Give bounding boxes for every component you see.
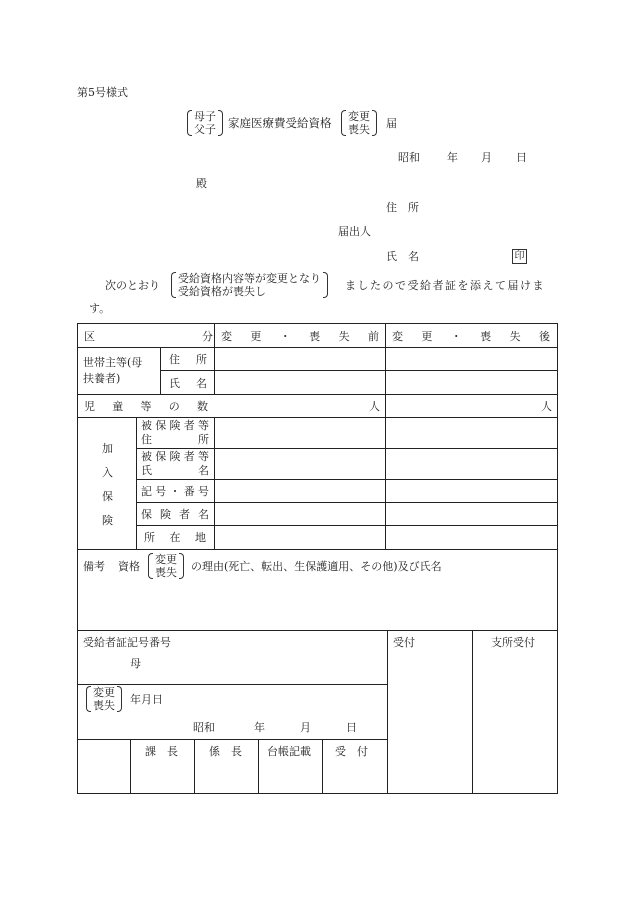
remarks-reason: の理由(死亡、転出、生保護適用、その他)及び氏名 bbox=[191, 560, 442, 573]
seal-mark: 印 bbox=[512, 249, 527, 264]
change-date-bracket bbox=[93, 686, 115, 712]
change-date-loss: 喪失 bbox=[93, 699, 115, 712]
title-family-bottom: 父子 bbox=[194, 123, 216, 136]
children-unit-before: 人 bbox=[369, 400, 380, 413]
branch-reception-label: 支所受付 bbox=[491, 636, 535, 649]
date-day: 日 bbox=[516, 151, 527, 164]
stamp-subsection-chief: 係 長 bbox=[209, 745, 242, 758]
change-date-year: 年 bbox=[254, 721, 265, 734]
applicant-address-label: 住 所 bbox=[386, 201, 419, 214]
addressee: 殿 bbox=[196, 177, 207, 190]
header-section-right: 分 bbox=[202, 330, 213, 343]
title-suffix: 届 bbox=[386, 117, 397, 130]
certificate-label: 受給者証記号番号 bbox=[83, 636, 171, 649]
insurer-name-label: 保 険 者 名 bbox=[141, 508, 209, 521]
household-label-line1: 世帯主等(母 bbox=[83, 356, 143, 369]
household-address-label: 住 所 bbox=[169, 353, 207, 366]
date-month: 月 bbox=[481, 151, 492, 164]
statement-option-2: 受給資格が喪失し bbox=[178, 285, 266, 298]
symbol-number-label: 記 号 ・ 番 号 bbox=[141, 485, 209, 498]
insurance-label-3: 保 bbox=[102, 490, 113, 503]
stamp-ledger: 台帳記載 bbox=[267, 745, 311, 758]
statement-prefix: 次のとおり bbox=[105, 279, 160, 292]
title-family-bracket bbox=[194, 110, 216, 136]
change-date-change: 変更 bbox=[93, 686, 115, 699]
remarks-loss: 喪失 bbox=[155, 566, 177, 579]
stamp-reception: 受 付 bbox=[335, 745, 368, 758]
change-date-suffix: 年月日 bbox=[130, 693, 163, 706]
children-count-label: 児 童 等 の 数 bbox=[84, 400, 208, 413]
title-loss: 喪失 bbox=[348, 123, 370, 136]
title-family-top: 母子 bbox=[194, 110, 216, 123]
stamp-section-chief: 課 長 bbox=[145, 745, 178, 758]
household-label-line2: 扶養者) bbox=[83, 372, 121, 385]
date-era: 昭和 bbox=[398, 151, 420, 164]
insured-address-bottom: 住 所 bbox=[141, 433, 209, 446]
title-main: 家庭医療費受給資格 bbox=[228, 116, 332, 130]
remarks-change: 変更 bbox=[155, 553, 177, 566]
remarks-label: 備考 bbox=[83, 560, 105, 573]
notification-table bbox=[77, 323, 558, 794]
insurance-label-2: 入 bbox=[102, 466, 113, 479]
applicant-name-label: 氏 名 bbox=[386, 250, 419, 263]
statement-suffix: ましたので受給者証を添えて届けま bbox=[345, 279, 545, 292]
household-name-label: 氏 名 bbox=[169, 377, 207, 390]
statement-option-1: 受給資格内容等が変更となり bbox=[178, 272, 321, 285]
form-number: 第5号様式 bbox=[77, 86, 128, 99]
change-date-month: 月 bbox=[300, 721, 311, 734]
insured-name-top: 被 保 険 者 等 bbox=[141, 450, 209, 463]
reception-label: 受付 bbox=[393, 636, 415, 649]
change-date-era: 昭和 bbox=[193, 721, 215, 734]
title-change: 変更 bbox=[348, 110, 370, 123]
insured-name-bottom: 氏 名 bbox=[141, 464, 209, 477]
children-unit-after: 人 bbox=[541, 400, 552, 413]
location-label: 所 在 地 bbox=[144, 531, 206, 544]
statement-wrap: す。 bbox=[89, 302, 111, 315]
insurance-label-4: 険 bbox=[102, 514, 113, 527]
insurance-label-1: 加 bbox=[102, 442, 113, 455]
remarks-change-bracket bbox=[155, 553, 177, 579]
header-before: 変 更 ・ 喪 失 前 bbox=[221, 330, 379, 343]
header-section-left: 区 bbox=[84, 330, 95, 343]
insured-address-top: 被 保 険 者 等 bbox=[141, 419, 209, 432]
date-year: 年 bbox=[447, 151, 458, 164]
change-date-day: 日 bbox=[346, 721, 357, 734]
title-change-bracket bbox=[348, 110, 370, 136]
applicant-filer-label: 届出人 bbox=[338, 225, 371, 238]
remarks-qualification: 資格 bbox=[118, 560, 140, 573]
statement-options-bracket bbox=[178, 272, 321, 298]
header-after: 変 更 ・ 喪 失 後 bbox=[392, 330, 550, 343]
certificate-mother: 母 bbox=[130, 657, 141, 670]
